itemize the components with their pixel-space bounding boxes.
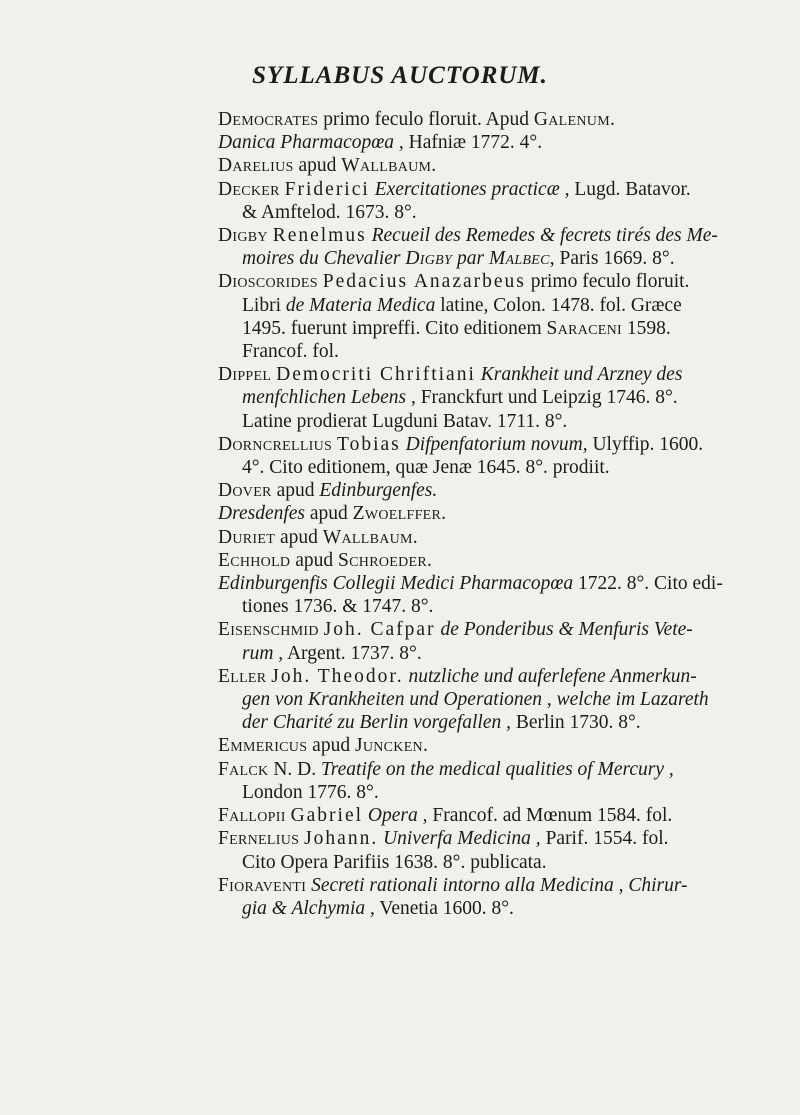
entry-text: apud <box>275 526 323 548</box>
entry-text: Argent. 1737. 8°. <box>283 642 422 664</box>
entry-text: Francof. fol. <box>242 341 339 363</box>
entry-first-line <box>218 154 784 177</box>
entry-text: Ulyffip. 1600. <box>587 433 704 455</box>
entry-text: 1598. <box>622 317 671 339</box>
entry-text: Joh. Cafpar <box>323 619 436 641</box>
entry-first-line <box>218 433 784 456</box>
entry-text: Lugd. Batavor. <box>569 178 691 200</box>
entry-first-line <box>218 108 784 131</box>
entry-first-line <box>218 734 784 757</box>
bibliography-list <box>218 108 784 920</box>
entry-text: Latine prodierat Lugduni Batav. 1711. 8°. <box>242 410 568 432</box>
entry-text: der Charité zu Berlin vorgefallen , <box>242 712 511 734</box>
bibliography-entry <box>218 131 784 154</box>
entry-text: Recueil des Remedes & fecrets tirés des Me- <box>371 225 718 247</box>
entry-text: Dioscorides <box>218 271 318 293</box>
entry-first-line <box>218 224 784 247</box>
entry-text: de Ponderibus & Menfuris Vete- <box>440 619 693 641</box>
entry-text: gia & Alchymia , <box>242 897 375 919</box>
entry-text: Krankheit und Arzney des <box>480 364 683 386</box>
entry-text: Fernelius <box>218 828 300 850</box>
entry-text: Edinburgenfis Collegii Medici Pharmacopœa <box>218 573 574 595</box>
entry-text: Pedacius Anazarbeus <box>322 271 526 293</box>
entry-first-line <box>218 131 784 154</box>
bibliography-entry <box>218 433 784 479</box>
entry-first-line <box>218 479 784 502</box>
entry-text: Renelmus <box>272 225 367 247</box>
entry-text: Juncken. <box>354 735 429 757</box>
entry-text: 1495. fuerunt impreffi. Cito editionem <box>242 317 547 339</box>
entry-text: Univerfa Medicina , <box>383 828 541 850</box>
entry-first-line <box>218 804 784 827</box>
entry-first-line <box>218 549 784 572</box>
bibliography-entry <box>218 224 784 270</box>
entry-text: Treatife on the medical qualities of Mercury , <box>321 758 674 780</box>
bibliography-entry <box>218 804 784 827</box>
entry-text: Parif. 1554. fol. <box>540 828 669 850</box>
entry-text: Opera , <box>367 805 428 827</box>
entry-text: apud <box>293 155 342 177</box>
entry-text: Berlin 1730. 8°. <box>511 712 641 734</box>
bibliography-entry <box>218 758 784 804</box>
entry-text: de Materia Medica <box>285 294 436 316</box>
entry-text: Malbec <box>488 248 550 270</box>
entry-first-line <box>218 270 784 293</box>
entry-text: rum , <box>242 642 284 664</box>
bibliography-entry <box>218 734 784 757</box>
entry-text: Fioraventi <box>218 874 307 896</box>
entry-text: Wallbaum. <box>341 155 437 177</box>
entry-text: apud <box>290 549 338 571</box>
entry-text: Digby <box>405 248 453 270</box>
entry-text: Eller <box>218 665 267 687</box>
entry-text: nutzliche und auferlefene Anmerkun- <box>408 665 697 687</box>
entry-first-line <box>218 665 784 688</box>
entry-text: Democrates <box>218 109 319 130</box>
entry-continuation-line <box>218 386 784 409</box>
entry-text: Democriti Chriftiani <box>276 364 476 386</box>
entry-text: Schroeder. <box>338 549 433 571</box>
entry-text: N. D. <box>268 758 322 780</box>
entry-continuation-line <box>218 851 784 874</box>
entry-first-line <box>218 618 784 641</box>
entry-text: Edinburgenfes. <box>319 480 438 502</box>
entry-text: Emmericus <box>218 735 308 757</box>
entry-text: apud <box>305 503 353 525</box>
entry-continuation-line <box>218 897 784 920</box>
entry-continuation-line <box>218 781 784 804</box>
entry-first-line <box>218 178 784 201</box>
entry-text: & Amftelod. 1673. 8°. <box>242 201 417 223</box>
entry-text: Echhold <box>218 549 291 571</box>
running-header: SYLLABUS AUCTORUM. <box>252 62 548 89</box>
entry-text: latine, Colon. 1478. fol. Græce <box>435 294 682 316</box>
entry-first-line <box>218 572 784 595</box>
entry-continuation-line <box>218 317 784 340</box>
entry-first-line <box>218 827 784 850</box>
bibliography-entry <box>218 572 784 618</box>
entry-continuation-line <box>218 595 784 618</box>
entry-text: Digby <box>218 225 268 247</box>
entry-text: Darelius <box>218 155 294 177</box>
entry-continuation-line <box>218 688 784 711</box>
entry-continuation-line <box>218 711 784 734</box>
entry-first-line <box>218 874 784 897</box>
entry-text: Saraceni <box>546 317 623 339</box>
entry-text: Venetia 1600. 8°. <box>374 897 514 919</box>
entry-text: Danica Pharmacopœa , <box>218 132 404 154</box>
entry-text: Dippel <box>218 364 272 386</box>
bibliography-entry <box>218 618 784 664</box>
entry-text: menfchlichen Lebens , <box>242 387 416 409</box>
bibliography-entry <box>218 549 784 572</box>
entry-text: Hafniæ 1772. 4°. <box>403 132 543 154</box>
bibliography-entry <box>218 665 784 735</box>
bibliography-entry <box>218 154 784 177</box>
bibliography-entry <box>218 479 784 502</box>
entry-text: primo feculo floruit. <box>525 271 690 293</box>
entry-text: Gabriel <box>290 805 364 827</box>
entry-text: Dresdenfes <box>218 503 306 525</box>
bibliography-entry <box>218 502 784 525</box>
entry-text: Duriet <box>218 526 276 548</box>
bibliography-entry <box>218 363 784 433</box>
entry-text: Exercitationes practicæ , <box>374 178 570 200</box>
entry-text: Galenum. <box>533 109 616 130</box>
bibliography-entry <box>218 270 784 363</box>
entry-text: 1722. 8°. Cito edi- <box>573 573 723 595</box>
entry-text: Fallopii <box>218 805 286 827</box>
entry-first-line <box>218 526 784 549</box>
entry-text: gen von Krankheiten und Operationen , welche im Lazareth <box>242 689 709 711</box>
bibliography-entry <box>218 526 784 549</box>
entry-text: Cito Opera Parifiis 1638. 8°. publicata. <box>242 851 547 873</box>
entry-text: Falck <box>218 758 269 780</box>
entry-continuation-line <box>218 201 784 224</box>
entry-text: Eisenschmid <box>218 619 319 641</box>
entry-text: Dorncrellius <box>218 433 333 455</box>
entry-text: 4°. Cito editionem, quæ Jenæ 1645. 8°. prodiit. <box>242 457 610 479</box>
entry-text: apud <box>271 480 320 502</box>
entry-text: Secreti rationali intorno alla Medicina , Chirur- <box>311 874 688 896</box>
entry-text: , Paris 1669. 8°. <box>549 248 675 270</box>
entry-text: tiones 1736. & 1747. 8°. <box>242 596 434 618</box>
entry-first-line <box>218 363 784 386</box>
entry-text: Dover <box>218 480 272 502</box>
entry-text: Wallbaum. <box>322 526 418 548</box>
entry-text: Zwoelffer. <box>352 503 447 525</box>
entry-text: Johann. <box>304 828 379 850</box>
entry-text: Libri <box>242 294 286 316</box>
bibliography-entry <box>218 178 784 224</box>
entry-text: Francof. ad Mœnum 1584. fol. <box>427 805 673 827</box>
entry-text: moires du Chevalier <box>242 248 406 270</box>
entry-first-line <box>218 758 784 781</box>
entry-text: Friderici <box>284 178 370 200</box>
entry-text: Franckfurt und Leipzig 1746. 8°. <box>415 387 678 409</box>
entry-text: Tobias <box>337 433 401 455</box>
entry-continuation-line <box>218 294 784 317</box>
entry-first-line <box>218 502 784 525</box>
entry-text: apud <box>307 735 355 757</box>
entry-continuation-line <box>218 340 784 363</box>
entry-text: London 1776. 8°. <box>242 781 379 803</box>
entry-text: Joh. Theodor. <box>271 665 404 687</box>
bibliography-entry <box>218 827 784 873</box>
entry-continuation-line <box>218 642 784 665</box>
entry-text: par <box>452 248 489 270</box>
bibliography-entry <box>218 108 784 131</box>
entry-continuation-line <box>218 410 784 433</box>
bibliography-entry <box>218 874 784 920</box>
entry-text: primo feculo floruit. Apud <box>318 109 534 130</box>
entry-continuation-line <box>218 456 784 479</box>
entry-continuation-line <box>218 247 784 270</box>
entry-text: Decker <box>218 178 280 200</box>
entry-text: Difpenfatorium novum, <box>405 433 588 455</box>
